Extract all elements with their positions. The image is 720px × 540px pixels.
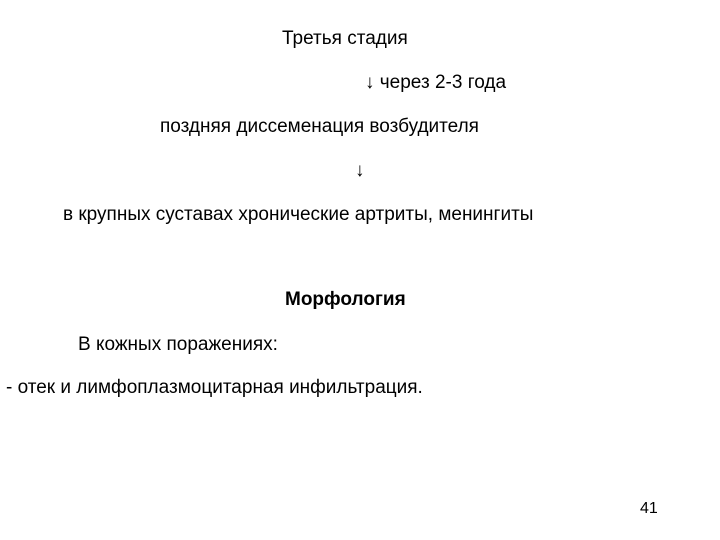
page-number: 41 [640,500,658,517]
late-dissemination-text: поздняя диссеменация возбудителя [160,116,479,137]
arrow-period-text: ↓ через 2-3 года [365,72,507,93]
skin-lesions-text: В кожных поражениях: [78,334,278,355]
stage-title: Третья стадия [282,28,408,49]
edema-infiltration-text: - отек и лимфоплазмоцитарная инфильтрация. [6,377,423,398]
down-arrow: ↓ [355,160,365,181]
joints-meningitis-text: в крупных суставах хронические артриты, менингиты [63,204,534,225]
morphology-heading: Морфология [285,289,406,310]
